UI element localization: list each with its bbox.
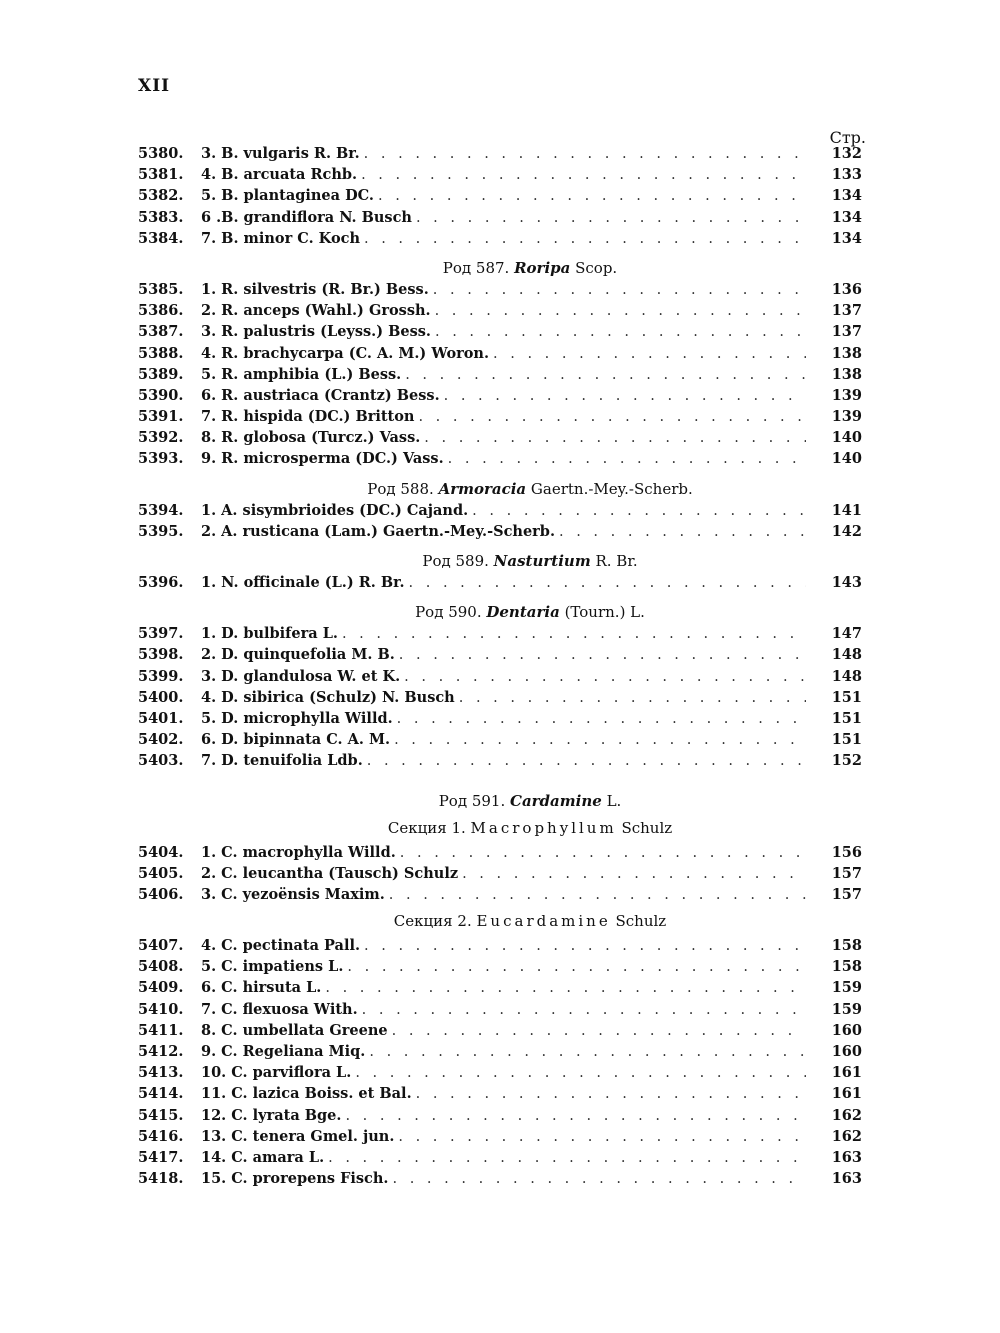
entry-number: 5386. (138, 302, 184, 320)
toc-entry (138, 842, 862, 863)
genus-author: R. Br. (590, 552, 638, 570)
leader-dots (364, 229, 806, 250)
table-of-contents (138, 143, 862, 1189)
species-name: 4. D. sibirica (Schulz) N. Busch (201, 688, 455, 706)
toc-entry (138, 1168, 862, 1189)
leader-dots (394, 730, 806, 751)
leader-dots (345, 1106, 806, 1127)
entry-title (201, 1083, 806, 1105)
entry-title (201, 729, 806, 751)
toc-entry (138, 321, 862, 342)
page-ref: 138 (831, 365, 862, 383)
leader-dots (404, 667, 806, 688)
page-ref: 142 (831, 522, 862, 540)
page-ref: 134 (831, 229, 862, 247)
entry-number: 5383. (138, 208, 184, 226)
entry-number: 5418. (138, 1170, 184, 1188)
entry-title (201, 935, 806, 957)
entry-number: 5415. (138, 1106, 184, 1124)
genus-name: Dentaria (486, 603, 560, 622)
species-name: 8. R. globosa (Turcz.) Vass. (201, 429, 421, 447)
toc-entry (138, 164, 862, 185)
page-ref: 140 (831, 450, 862, 468)
entry-title (201, 406, 806, 428)
entry-title (201, 500, 806, 522)
species-name: 5. C. impatiens L. (201, 958, 344, 976)
leader-dots (459, 688, 806, 709)
entry-number: 5397. (138, 625, 184, 643)
genus-heading (198, 542, 862, 572)
leader-dots (364, 936, 806, 957)
entry-number: 5408. (138, 958, 184, 976)
section-heading (198, 812, 862, 842)
page-ref: 139 (831, 408, 862, 426)
page-ref: 138 (831, 344, 862, 362)
entry-title (201, 279, 806, 301)
page-ref: 160 (831, 1021, 862, 1039)
leader-dots (416, 1084, 806, 1105)
species-name: 1. N. officinale (L.) R. Br. (201, 574, 405, 591)
entry-title (201, 185, 806, 207)
leader-dots (364, 144, 806, 165)
entry-title (201, 956, 806, 978)
toc-entry (138, 644, 862, 665)
leader-dots (444, 386, 806, 407)
toc-entry (138, 521, 862, 542)
page-ref: 139 (831, 386, 862, 404)
genus-name: Armoracia (438, 479, 527, 498)
leader-dots (433, 280, 806, 301)
entry-title (201, 1020, 806, 1042)
toc-entry (138, 1147, 862, 1168)
toc-entry (138, 448, 862, 469)
leader-dots (397, 709, 806, 730)
entry-title (201, 1168, 806, 1190)
entry-title (201, 1105, 806, 1127)
entry-number: 5412. (138, 1043, 184, 1060)
page-ref: 137 (831, 323, 862, 341)
toc-entry (138, 1105, 862, 1126)
page-ref: 162 (831, 1106, 862, 1124)
section-heading (198, 905, 862, 935)
species-name: 1. A. sisymbrioides (DC.) Cajand. (201, 501, 469, 519)
entry-title (201, 1147, 806, 1169)
species-name: 12. C. lyrata Bge. (201, 1106, 342, 1124)
leader-dots (389, 885, 806, 906)
leader-dots (472, 501, 806, 522)
entry-number: 5387. (138, 323, 184, 341)
entry-title (201, 143, 806, 165)
leader-dots (435, 322, 806, 343)
entry-title (201, 1062, 806, 1084)
entry-number: 5391. (138, 408, 184, 426)
entry-number: 5402. (138, 731, 184, 749)
section-prefix: Секция 2. (393, 912, 477, 931)
entry-number: 5388. (138, 344, 184, 362)
species-name: 11. C. lazica Boiss. et Bal. (201, 1085, 412, 1103)
page-ref: 134 (831, 208, 862, 226)
toc-entry (138, 228, 862, 249)
leader-dots (416, 208, 806, 229)
entry-title (201, 448, 806, 470)
leader-dots (399, 645, 806, 666)
toc-entry (138, 343, 862, 364)
entry-number: 5398. (138, 646, 184, 664)
page-ref: 141 (831, 501, 862, 519)
genus-name: Nasturtium (493, 552, 591, 570)
entry-title (201, 300, 806, 322)
section-author: Schulz (616, 818, 673, 837)
page-ref: 161 (831, 1064, 862, 1082)
leader-dots (361, 165, 806, 186)
leader-dots (435, 301, 806, 322)
genus-prefix: Род 589. (422, 552, 494, 570)
section-author: Schulz (610, 912, 667, 931)
entry-title (201, 644, 806, 666)
page-ref: 156 (831, 843, 862, 861)
page-ref: 157 (831, 864, 862, 882)
entry-number: 5385. (138, 280, 184, 298)
genus-prefix: Род 591. (438, 791, 510, 810)
entry-title (201, 842, 806, 864)
page-ref: 151 (831, 688, 862, 706)
entry-title (201, 1041, 806, 1063)
page-ref: 162 (831, 1127, 862, 1145)
entry-number: 5395. (138, 522, 184, 540)
toc-entry (138, 1062, 862, 1083)
toc-entry (138, 279, 862, 300)
species-name: 1. D. bulbifera L. (201, 625, 338, 643)
toc-entry (138, 956, 862, 977)
species-name: 3. B. vulgaris R. Br. (201, 145, 360, 162)
entry-number: 5399. (138, 667, 184, 685)
toc-entry (138, 935, 862, 956)
page-ref: 152 (831, 752, 862, 770)
entry-number: 5396. (138, 574, 184, 591)
entry-number: 5404. (138, 843, 184, 861)
page-ref: 140 (831, 429, 862, 447)
genus-author: Gaertn.-Mey.-Scherb. (526, 479, 693, 498)
toc-entry (138, 687, 862, 708)
page-ref: 132 (831, 145, 862, 162)
entry-number: 5417. (138, 1148, 184, 1166)
species-name: 13. C. tenera Gmel. jun. (201, 1127, 395, 1145)
page-ref: 163 (831, 1148, 862, 1166)
entry-number: 5413. (138, 1064, 184, 1082)
entry-title (201, 708, 806, 730)
entry-number: 5390. (138, 386, 184, 404)
leader-dots (362, 1000, 806, 1021)
species-name: 6. C. hirsuta L. (201, 979, 322, 997)
toc-entry (138, 207, 862, 228)
genus-heading (198, 249, 862, 279)
entry-number: 5409. (138, 979, 184, 997)
leader-dots (355, 1063, 806, 1084)
entry-number: 5382. (138, 187, 184, 205)
species-name: 8. C. umbellata Greene (201, 1021, 388, 1039)
leader-dots (424, 428, 806, 449)
entry-number: 5407. (138, 937, 184, 955)
species-name: 2. A. rusticana (Lam.) Gaertn.-Mey.-Scherb. (201, 522, 555, 540)
genus-heading (198, 772, 862, 812)
entry-title (201, 207, 806, 229)
toc-entry (138, 572, 862, 593)
genus-author: (Tourn.) L. (559, 603, 645, 622)
entry-title (201, 572, 806, 594)
toc-entry (138, 185, 862, 206)
section-name: Eucardamine (476, 912, 611, 931)
entry-number: 5406. (138, 885, 184, 903)
page-ref: 160 (831, 1043, 862, 1060)
toc-entry (138, 1126, 862, 1147)
entry-number: 5389. (138, 365, 184, 383)
species-name: 2. D. quinquefolia M. B. (201, 646, 395, 664)
entry-number: 5392. (138, 429, 184, 447)
species-name: 6. R. austriaca (Crantz) Bess. (201, 386, 440, 404)
page-ref: 133 (831, 166, 862, 184)
toc-entry (138, 666, 862, 687)
leader-dots (367, 751, 806, 772)
entry-number: 5384. (138, 229, 184, 247)
page-column-header: Стр. (829, 128, 866, 147)
entry-title (201, 687, 806, 709)
page-ref: 143 (831, 574, 862, 591)
toc-entry (138, 884, 862, 905)
page-ref: 137 (831, 302, 862, 320)
entry-number: 5410. (138, 1000, 184, 1018)
species-name: 7. B. minor C. Koch (201, 229, 360, 247)
species-name: 15. C. prorepens Fisch. (201, 1170, 389, 1188)
page-ref: 159 (831, 979, 862, 997)
entry-number: 5405. (138, 864, 184, 882)
species-name: 3. D. glandulosa W. et K. (201, 667, 401, 685)
species-name: 7. D. tenuifolia Ldb. (201, 752, 363, 770)
species-name: 4. R. brachycarpa (C. A. M.) Woron. (201, 344, 490, 362)
entry-number: 5400. (138, 688, 184, 706)
entry-title (201, 343, 806, 365)
page-ref: 134 (831, 187, 862, 205)
entry-number: 5414. (138, 1085, 184, 1103)
entry-title (201, 863, 806, 885)
entry-number: 5416. (138, 1127, 184, 1145)
entry-title (201, 321, 806, 343)
entry-number: 5403. (138, 752, 184, 770)
species-name: 7. R. hispida (DC.) Britton (201, 408, 415, 426)
toc-entry (138, 300, 862, 321)
species-name: 2. C. leucantha (Tausch) Schulz (201, 864, 459, 882)
leader-dots (347, 957, 806, 978)
entry-title (201, 884, 806, 906)
species-name: 10. C. parviflora L. (201, 1064, 352, 1082)
page-ref: 157 (831, 885, 862, 903)
genus-prefix: Род 587. (442, 258, 515, 277)
species-name: 3. R. palustris (Leyss.) Bess. (201, 323, 431, 341)
genus-heading (198, 470, 862, 500)
species-name: 2. R. anceps (Wahl.) Grossh. (201, 302, 431, 320)
species-name: 5. B. plantaginea DC. (201, 187, 374, 205)
species-name: 9. R. microsperma (DC.) Vass. (201, 450, 444, 468)
leader-dots (392, 1021, 806, 1042)
entry-title (201, 521, 806, 543)
page-ref: 163 (831, 1170, 862, 1188)
genus-heading (198, 593, 862, 623)
entry-title (201, 228, 806, 250)
species-name: 6 .B. grandiflora N. Busch (201, 208, 412, 226)
species-name: 3. C. yezoënsis Maxim. (201, 885, 385, 903)
leader-dots (462, 864, 806, 885)
toc-entry (138, 863, 862, 884)
genus-name: Roripa (514, 258, 571, 277)
leader-dots (398, 1127, 806, 1148)
entry-title (201, 623, 806, 645)
page-ref: 136 (831, 280, 862, 298)
leader-dots (392, 1169, 806, 1190)
toc-entry (138, 364, 862, 385)
species-name: 6. D. bipinnata C. A. M. (201, 731, 391, 749)
toc-entry (138, 143, 862, 164)
genus-author: Scop. (570, 258, 618, 277)
genus-prefix: Род 588. (367, 479, 439, 498)
toc-entry (138, 385, 862, 406)
section-prefix: Секция 1. (387, 818, 471, 837)
page-ref: 148 (831, 646, 862, 664)
page-number: XII (138, 76, 171, 96)
page-ref: 148 (831, 667, 862, 685)
genus-name: Cardamine (510, 791, 602, 810)
species-name: 7. C. flexuosa With. (201, 1000, 358, 1018)
leader-dots (418, 407, 806, 428)
entry-title (201, 750, 806, 772)
genus-prefix: Род 590. (415, 603, 487, 622)
toc-entry (138, 999, 862, 1020)
leader-dots (493, 344, 806, 365)
leader-dots (559, 522, 806, 543)
toc-entry (138, 1041, 862, 1062)
section-name: Macrophyllum (470, 818, 617, 837)
toc-entry (138, 623, 862, 644)
toc-entry (138, 427, 862, 448)
entry-number: 5380. (138, 145, 184, 162)
toc-entry (138, 406, 862, 427)
toc-entry (138, 500, 862, 521)
species-name: 9. C. Regeliana Miq. (201, 1043, 366, 1060)
leader-dots (448, 449, 806, 470)
species-name: 5. R. amphibia (L.) Bess. (201, 365, 402, 383)
page-ref: 158 (831, 958, 862, 976)
leader-dots (409, 573, 806, 594)
species-name: 5. D. microphylla Willd. (201, 709, 393, 727)
entry-number: 5381. (138, 166, 184, 184)
leader-dots (342, 624, 806, 645)
entry-title (201, 666, 806, 688)
genus-author: L. (601, 791, 622, 810)
leader-dots (405, 365, 806, 386)
leader-dots (325, 978, 806, 999)
page-ref: 151 (831, 709, 862, 727)
leader-dots (378, 186, 806, 207)
page-ref: 147 (831, 625, 862, 643)
entry-number: 5411. (138, 1021, 184, 1039)
leader-dots (369, 1042, 806, 1063)
leader-dots (328, 1148, 806, 1169)
page-ref: 151 (831, 731, 862, 749)
toc-entry (138, 750, 862, 771)
page-ref: 161 (831, 1085, 862, 1103)
entry-number: 5394. (138, 501, 184, 519)
page-ref: 158 (831, 937, 862, 955)
species-name: 1. R. silvestris (R. Br.) Bess. (201, 280, 429, 298)
toc-entry (138, 729, 862, 750)
toc-entry (138, 1020, 862, 1041)
species-name: 4. C. pectinata Pall. (201, 937, 361, 955)
species-name: 14. C. amara L. (201, 1148, 325, 1166)
page-ref: 159 (831, 1000, 862, 1018)
toc-entry (138, 708, 862, 729)
entry-title (201, 164, 806, 186)
toc-entry (138, 977, 862, 998)
species-name: 4. B. arcuata Rchb. (201, 166, 358, 184)
entry-title (201, 977, 806, 999)
entry-number: 5393. (138, 450, 184, 468)
toc-entry (138, 1083, 862, 1104)
entry-title (201, 385, 806, 407)
species-name: 1. C. macrophylla Willd. (201, 843, 396, 861)
entry-number: 5401. (138, 709, 184, 727)
entry-title (201, 1126, 806, 1148)
entry-title (201, 427, 806, 449)
leader-dots (400, 843, 806, 864)
entry-title (201, 364, 806, 386)
entry-title (201, 999, 806, 1021)
